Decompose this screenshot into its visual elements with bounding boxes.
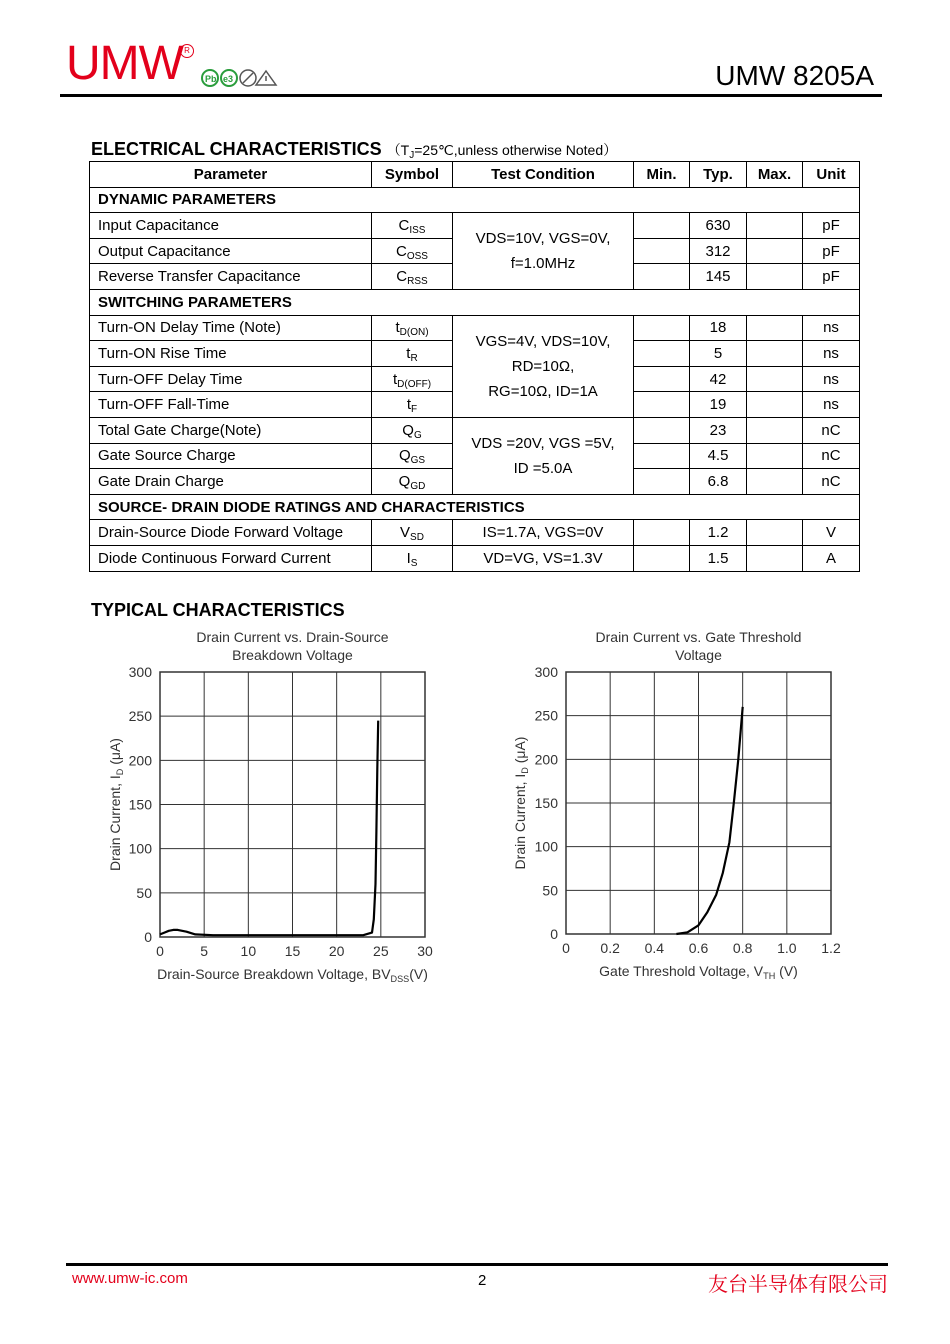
symbol-cell: $I_S$ — [372, 545, 453, 571]
column-header: Test Condition — [453, 162, 634, 188]
symbol-cell: $Q_G$ — [372, 417, 453, 443]
symbol-cell: $V_{SD}$ — [372, 520, 453, 546]
min-cell — [634, 545, 690, 571]
condition-cell: VGS=4V, VDS=10V, RD=10Ω, RG=10Ω, ID=1A — [453, 315, 634, 417]
unit-cell: pF — [803, 238, 860, 264]
max-cell — [747, 469, 803, 495]
y-tick-label: 50 — [542, 882, 558, 899]
condition-cell: VDS=10V, VGS=0V, f=1.0MHz — [453, 213, 634, 290]
max-cell — [747, 545, 803, 571]
electrical-title-note: （$T_J=25℃,unless$ otherwise Noted） — [386, 142, 618, 161]
condition-cell: VDS =20V, VGS =5V, ID =5.0A — [453, 417, 634, 494]
chart-title: Drain Current vs. Gate Threshold — [595, 629, 802, 645]
symbol-cell: $t_{D(ON)}$ — [372, 315, 453, 341]
table-row — [90, 315, 860, 341]
y-tick-label: 250 — [128, 708, 152, 725]
x-tick-label: 0.4 — [644, 940, 665, 956]
chart-title: Drain Current vs. Drain-Source — [196, 629, 389, 645]
min-cell — [634, 366, 690, 392]
param-cell: Drain-Source Diode Forward Voltage — [90, 520, 372, 546]
typ-cell: 18 — [690, 315, 747, 341]
symbol-cell: $Q_{GD}$ — [372, 469, 453, 495]
group-row — [90, 187, 860, 213]
x-axis-label: Gate Threshold Voltage, $V_{TH}$ (V) — [599, 963, 798, 981]
param-cell: Turn-ON Rise Time — [90, 341, 372, 367]
typ-cell: 1.2 — [690, 520, 747, 546]
website-link[interactable]: www.umw-ic.com — [72, 1270, 188, 1287]
typ-cell: 6.8 — [690, 469, 747, 495]
svg-text:e3: e3 — [223, 74, 234, 84]
y-tick-label: 100 — [534, 838, 558, 855]
param-cell: Turn-OFF Delay Time — [90, 366, 372, 392]
group-row — [90, 494, 860, 520]
unit-cell: ns — [803, 392, 860, 418]
group-title: SWITCHING PARAMETERS — [90, 289, 860, 315]
unit-cell: A — [803, 545, 860, 571]
symbol-cell: $t_R$ — [372, 341, 453, 367]
table-row — [90, 520, 860, 546]
x-tick-label: 0.6 — [688, 940, 709, 956]
min-cell — [634, 392, 690, 418]
unit-cell: ns — [803, 315, 860, 341]
typ-cell: 630 — [690, 213, 747, 239]
param-cell: Turn-ON Delay Time (Note) — [90, 315, 372, 341]
registered-mark: R — [180, 44, 194, 58]
x-tick-label: 30 — [417, 943, 433, 959]
unit-cell: nC — [803, 417, 860, 443]
company-logo: UMW — [66, 37, 183, 90]
typ-cell: 19 — [690, 392, 747, 418]
param-cell: Reverse Transfer Capacitance — [90, 264, 372, 290]
symbol-cell: $C_{ISS}$ — [372, 213, 453, 239]
electrical-title — [91, 139, 617, 160]
max-cell — [747, 392, 803, 418]
unit-cell: nC — [803, 469, 860, 495]
max-cell — [747, 264, 803, 290]
column-header: Parameter — [90, 162, 372, 188]
part-number: UMW 8205A — [715, 60, 874, 91]
typ-cell: 4.5 — [690, 443, 747, 469]
y-tick-label: 150 — [128, 796, 152, 813]
typ-cell: 145 — [690, 264, 747, 290]
x-tick-label: 10 — [240, 943, 257, 959]
param-cell: Gate Drain Charge — [90, 469, 372, 495]
x-tick-label: 0 — [156, 943, 164, 959]
group-row — [90, 289, 860, 315]
chart-title: Breakdown Voltage — [232, 647, 353, 663]
y-axis-label: Drain Current, $I_D$ (μA) — [107, 738, 125, 871]
min-cell — [634, 417, 690, 443]
min-cell — [634, 213, 690, 239]
typical-title: TYPICAL CHARACTERISTICS — [91, 600, 345, 620]
unit-cell: nC — [803, 443, 860, 469]
unit-cell: ns — [803, 341, 860, 367]
min-cell — [634, 264, 690, 290]
x-tick-label: 25 — [373, 943, 389, 959]
unit-cell: V — [803, 520, 860, 546]
series-line — [160, 721, 378, 936]
symbol-cell: $Q_{GS}$ — [372, 443, 453, 469]
x-tick-label: 1.0 — [777, 940, 797, 956]
electrical-title-text: ELECTRICAL CHARACTERISTICS — [91, 139, 382, 159]
y-tick-label: 250 — [534, 707, 558, 724]
column-header: Min. — [634, 162, 690, 188]
min-cell — [634, 238, 690, 264]
unit-cell: pF — [803, 213, 860, 239]
x-tick-label: 0 — [562, 940, 570, 956]
symbol-cell: $C_{RSS}$ — [372, 264, 453, 290]
param-cell: Gate Source Charge — [90, 443, 372, 469]
y-tick-label: 50 — [136, 884, 152, 901]
certification-icons — [200, 68, 284, 88]
y-tick-label: 100 — [128, 840, 152, 857]
x-tick-label: 20 — [328, 943, 345, 959]
param-cell: Input Capacitance — [90, 213, 372, 239]
y-tick-label: 200 — [534, 751, 558, 768]
y-tick-label: 300 — [534, 664, 558, 680]
x-tick-label: 0.8 — [732, 940, 753, 956]
max-cell — [747, 520, 803, 546]
x-tick-label: 5 — [200, 943, 209, 959]
company-name: 友台半导体有限公司 — [708, 1272, 888, 1296]
table-header-row — [90, 162, 860, 188]
y-axis-label: Drain Current, $I_D$ (μA) — [512, 736, 530, 870]
typ-cell: 312 — [690, 238, 747, 264]
symbol-cell: $C_{OSS}$ — [372, 238, 453, 264]
min-cell — [634, 341, 690, 367]
electrical-table — [89, 161, 860, 572]
y-tick-label: 300 — [128, 664, 152, 680]
max-cell — [747, 238, 803, 264]
symbol-cell: $t_F$ — [372, 392, 453, 418]
x-tick-label: 15 — [284, 943, 301, 959]
y-tick-label: 200 — [128, 752, 152, 769]
condition-cell: IS=1.7A, VGS=0V — [453, 520, 634, 546]
column-header: Max. — [747, 162, 803, 188]
param-cell: Diode Continuous Forward Current — [90, 545, 372, 571]
column-header: Unit — [803, 162, 860, 188]
x-tick-label: 0.2 — [600, 940, 620, 956]
table-row — [90, 417, 860, 443]
x-axis-label: Drain-Source Breakdown Voltage, $BV_{DSS}(V)$ — [157, 966, 428, 984]
breakdown-voltage-chart — [100, 622, 460, 987]
x-tick-label: 1.2 — [821, 940, 841, 956]
typ-cell: 5 — [690, 341, 747, 367]
column-header: Typ. — [690, 162, 747, 188]
min-cell — [634, 443, 690, 469]
group-title: DYNAMIC PARAMETERS — [90, 187, 860, 213]
chart-title: Voltage — [675, 647, 722, 663]
footer-rule — [66, 1263, 888, 1266]
y-tick-label: 0 — [144, 929, 152, 945]
typ-cell: 42 — [690, 366, 747, 392]
svg-text:Pb: Pb — [205, 74, 217, 84]
y-tick-label: 0 — [550, 926, 558, 942]
symbol-cell: $t_{D(OFF)}$ — [372, 366, 453, 392]
page-number: 2 — [478, 1272, 487, 1289]
max-cell — [747, 443, 803, 469]
min-cell — [634, 315, 690, 341]
typ-cell: 1.5 — [690, 545, 747, 571]
param-cell: Turn-OFF Fall-Time — [90, 392, 372, 418]
condition-cell: VD=VG, VS=1.3V — [453, 545, 634, 571]
param-cell: Output Capacitance — [90, 238, 372, 264]
max-cell — [747, 366, 803, 392]
y-tick-label: 150 — [534, 795, 558, 811]
column-header: Symbol — [372, 162, 453, 188]
max-cell — [747, 341, 803, 367]
typ-cell: 23 — [690, 417, 747, 443]
min-cell — [634, 469, 690, 495]
table-row — [90, 545, 860, 571]
max-cell — [747, 417, 803, 443]
max-cell — [747, 315, 803, 341]
unit-cell: pF — [803, 264, 860, 290]
min-cell — [634, 520, 690, 546]
group-title: SOURCE- DRAIN DIODE RATINGS AND CHARACTERISTICS — [90, 494, 860, 520]
max-cell — [747, 213, 803, 239]
param-cell: Total Gate Charge(Note) — [90, 417, 372, 443]
series-line — [676, 707, 742, 934]
header-rule — [60, 94, 882, 97]
table-row — [90, 213, 860, 239]
gate-threshold-chart — [505, 622, 855, 987]
unit-cell: ns — [803, 366, 860, 392]
